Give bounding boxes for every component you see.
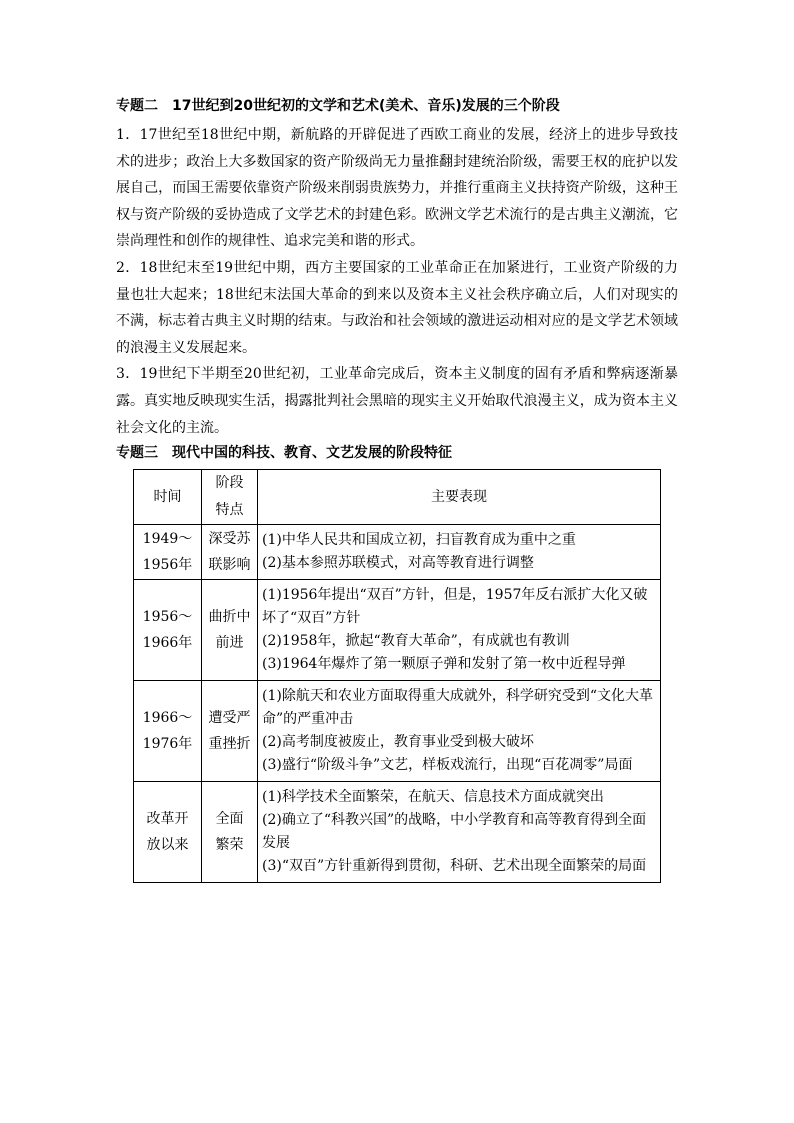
main-item: (3)“双百”方针重新得到贯彻，科研、艺术出现全面繁荣的局面: [262, 858, 647, 875]
main-item: (1)科学技术全面繁荣，在航天、信息技术方面成就突出: [262, 789, 604, 806]
time-line1: 改革开: [146, 811, 189, 828]
time-line1: 1949～: [142, 531, 193, 548]
feature-line2: 繁荣: [215, 837, 244, 854]
header-time: [134, 470, 202, 525]
header-time-label: 时间: [153, 488, 182, 505]
section-2-heading: [116, 96, 678, 116]
header-feature-line2: 特点: [215, 502, 244, 519]
main-item: (2)高考制度被废止，教育事业受到极大破坏: [262, 734, 534, 751]
paragraph-1: 1．17世纪至18世纪中期，新航路的开辟促进了西欧工商业的发展，经济上的进步导致技术的进步；政治上大多数国家的资产阶级尚无力量推翻封建统治阶级，需要王权的庇护以发展自己，而国王需要依靠资产阶级来削弱贵族势力，并推行重商主义扶持资产阶级，这种王权与资产阶级的妥协造成了文学艺术的封建色彩。欧洲文学艺术流行的是古典主义潮流，它崇尚理性和创作的规律性、追求完美和谐的形式。: [116, 127, 678, 250]
time-line2: 1966年: [142, 635, 193, 652]
time-line2: 放以来: [146, 837, 189, 854]
cell-time: [134, 525, 202, 580]
feature-line1: 全面: [215, 811, 244, 828]
main-item: (2)1958年，掀起“教育大革命”，有成就也有教训: [262, 633, 570, 650]
main-item: (2)确立了“科教兴国”的战略，中小学教育和高等教育得到全面发展: [262, 812, 647, 852]
feature-line2: 联影响: [208, 557, 251, 574]
time-line1: 1956～: [142, 609, 193, 626]
cell-feature: [202, 525, 258, 580]
time-line1: 1966～: [142, 710, 193, 727]
main-item: (2)基本参照苏联模式，对高等教育进行调整: [262, 555, 534, 572]
main-item: (3)1964年爆炸了第一颗原子弹和发射了第一枚中近程导弹: [262, 656, 626, 673]
section-3-title: 现代中国的科技、教育、文艺发展的阶段特征: [172, 445, 452, 462]
feature-line2: 重挫折: [208, 736, 251, 753]
cell-main: [258, 525, 661, 580]
section-3-label: 专题三: [116, 445, 158, 462]
table-row: [134, 782, 661, 883]
document-content: [116, 96, 678, 883]
paragraph-2: 2．18世纪末至19世纪中期，西方主要国家的工业革命正在加紧进行，工业资产阶级的力量也壮大起来；18世纪末法国大革命的到来以及资本主义社会秩序确立后，人们对现实的不满，标志着古典主义时期的结束。与政治和社会领域的激进运动相对应的是文学艺术领域的浪漫主义发展起来。: [116, 259, 678, 356]
time-line2: 1976年: [142, 736, 193, 753]
time-line2: 1956年: [142, 557, 193, 574]
paragraph-3: 3．19世纪下半期至20世纪初，工业革命完成后，资本主义制度的固有矛盾和弊病逐渐暴露。真实地反映现实生活，揭露批判社会黑暗的现实主义开始取代浪漫主义，成为资本主义社会文化的主流。: [116, 366, 678, 436]
feature-line2: 前进: [215, 635, 244, 652]
cell-feature: [202, 782, 258, 883]
header-main: [258, 470, 661, 525]
stages-table: [133, 469, 661, 883]
cell-main: [258, 782, 661, 883]
cell-time: [134, 782, 202, 883]
table-row: [134, 681, 661, 782]
header-feature-line1: 阶段: [215, 475, 244, 492]
feature-line1: 深受苏: [208, 531, 251, 548]
header-main-label: 主要表现: [431, 488, 487, 505]
table-header-row: [134, 470, 661, 525]
table-row: [134, 580, 661, 681]
cell-feature: [202, 580, 258, 681]
cell-time: [134, 681, 202, 782]
section-3-heading: [116, 443, 678, 463]
cell-main: [258, 580, 661, 681]
main-item: (1)1956年提出“双百”方针，但是，1957年反右派扩大化又破坏了“双百”方针: [262, 587, 648, 627]
cell-feature: [202, 681, 258, 782]
feature-line1: 曲折中: [208, 609, 251, 626]
feature-line1: 遭受严: [208, 710, 251, 727]
main-item: (1)中华人民共和国成立初，扫盲教育成为重中之重: [262, 532, 576, 549]
cell-main: [258, 681, 661, 782]
table-row: [134, 525, 661, 580]
main-item: (1)除航天和农业方面取得重大成就外，科学研究受到“文化大革命”的严重冲击: [262, 688, 653, 728]
header-feature: [202, 470, 258, 525]
cell-time: [134, 580, 202, 681]
main-item: (3)盛行“阶级斗争”文艺，样板戏流行，出现“百花凋零”局面: [262, 757, 633, 774]
section-2-label: 专题二: [116, 98, 158, 114]
section-2-title: 17世纪到20世纪初的文学和艺术(美术、音乐)发展的三个阶段: [172, 98, 560, 114]
